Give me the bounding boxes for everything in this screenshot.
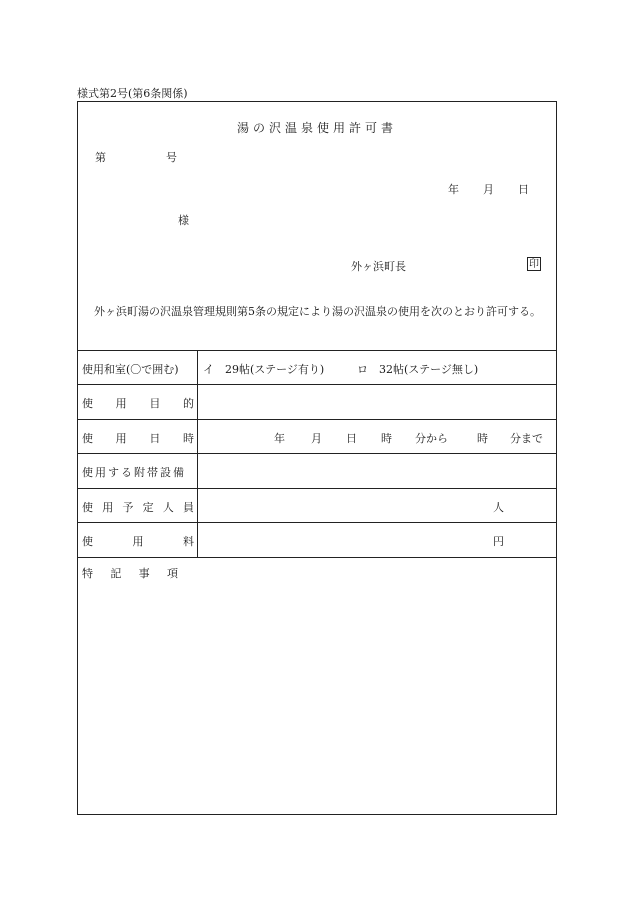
label-char: 日: [149, 432, 161, 445]
label-char: 的: [182, 397, 194, 410]
label-char: 員: [182, 501, 194, 514]
datetime-minute-until: 分まで: [510, 432, 543, 445]
label-char: 使: [82, 397, 93, 410]
label-char: 記: [110, 567, 122, 580]
label-char: 特: [82, 567, 93, 580]
datetime-label: [82, 430, 194, 446]
label-char: 用: [115, 397, 127, 410]
table-top-line: [78, 350, 556, 351]
label-char: 料: [183, 535, 194, 548]
datetime-minute-from: 分から: [415, 432, 448, 445]
row-divider: [78, 488, 556, 489]
permit-form: [77, 101, 557, 815]
label-char: 時: [182, 432, 194, 445]
people-unit: 人: [493, 501, 504, 514]
label-char: 使: [82, 432, 93, 445]
column-divider: [197, 350, 198, 557]
fee-unit: 円: [493, 535, 504, 548]
addressee-suffix: 様: [178, 214, 189, 227]
label-char: 定: [142, 501, 154, 514]
label-char: 使: [82, 535, 93, 548]
room-option-ro: ロ 32帖(ステージ無し): [357, 363, 479, 376]
row-divider: [78, 522, 556, 523]
form-number-label: 様式第2号(第6条関係): [77, 87, 188, 100]
date-day: 日: [518, 183, 529, 196]
row-divider: [78, 557, 556, 558]
label-char: 目: [149, 397, 161, 410]
people-label: [82, 499, 194, 515]
permit-number-dai: 第: [95, 151, 106, 164]
label-char: 人: [162, 501, 174, 514]
label-char: 用: [102, 501, 114, 514]
date-year: 年: [448, 183, 459, 196]
date-month: 月: [483, 183, 494, 196]
room-label: 使用和室(〇で囲む): [82, 363, 179, 376]
label-char: 用: [115, 432, 127, 445]
permit-number-go: 号: [166, 151, 177, 164]
form-title: 湯の沢温泉使用許可書: [236, 121, 397, 135]
label-char: 事: [138, 567, 150, 580]
datetime-hour-start: 時: [381, 432, 392, 445]
label-char: 使: [82, 501, 93, 514]
label-char: 予: [122, 501, 134, 514]
label-char: 項: [166, 567, 178, 580]
permit-statement: 外ヶ浜町湯の沢温泉管理規則第5条の規定により湯の沢温泉の使用を次のとおり許可する。: [94, 305, 541, 318]
purpose-label: [82, 395, 194, 411]
datetime-month: 月: [311, 432, 322, 445]
facilities-label: 使用する附帯設備: [82, 466, 186, 479]
label-char: 用: [132, 535, 144, 548]
row-divider: [78, 419, 556, 420]
datetime-year: 年: [274, 432, 285, 445]
remarks-label: [82, 565, 178, 581]
fee-label: [82, 533, 194, 549]
datetime-day: 日: [346, 432, 357, 445]
issuer-name: 外ヶ浜町長: [351, 260, 406, 273]
row-divider: [78, 384, 556, 385]
seal-mark: 印: [529, 259, 539, 270]
room-option-i: イ 29帖(ステージ有り): [203, 363, 325, 376]
row-divider: [78, 453, 556, 454]
datetime-hour-end: 時: [477, 432, 488, 445]
